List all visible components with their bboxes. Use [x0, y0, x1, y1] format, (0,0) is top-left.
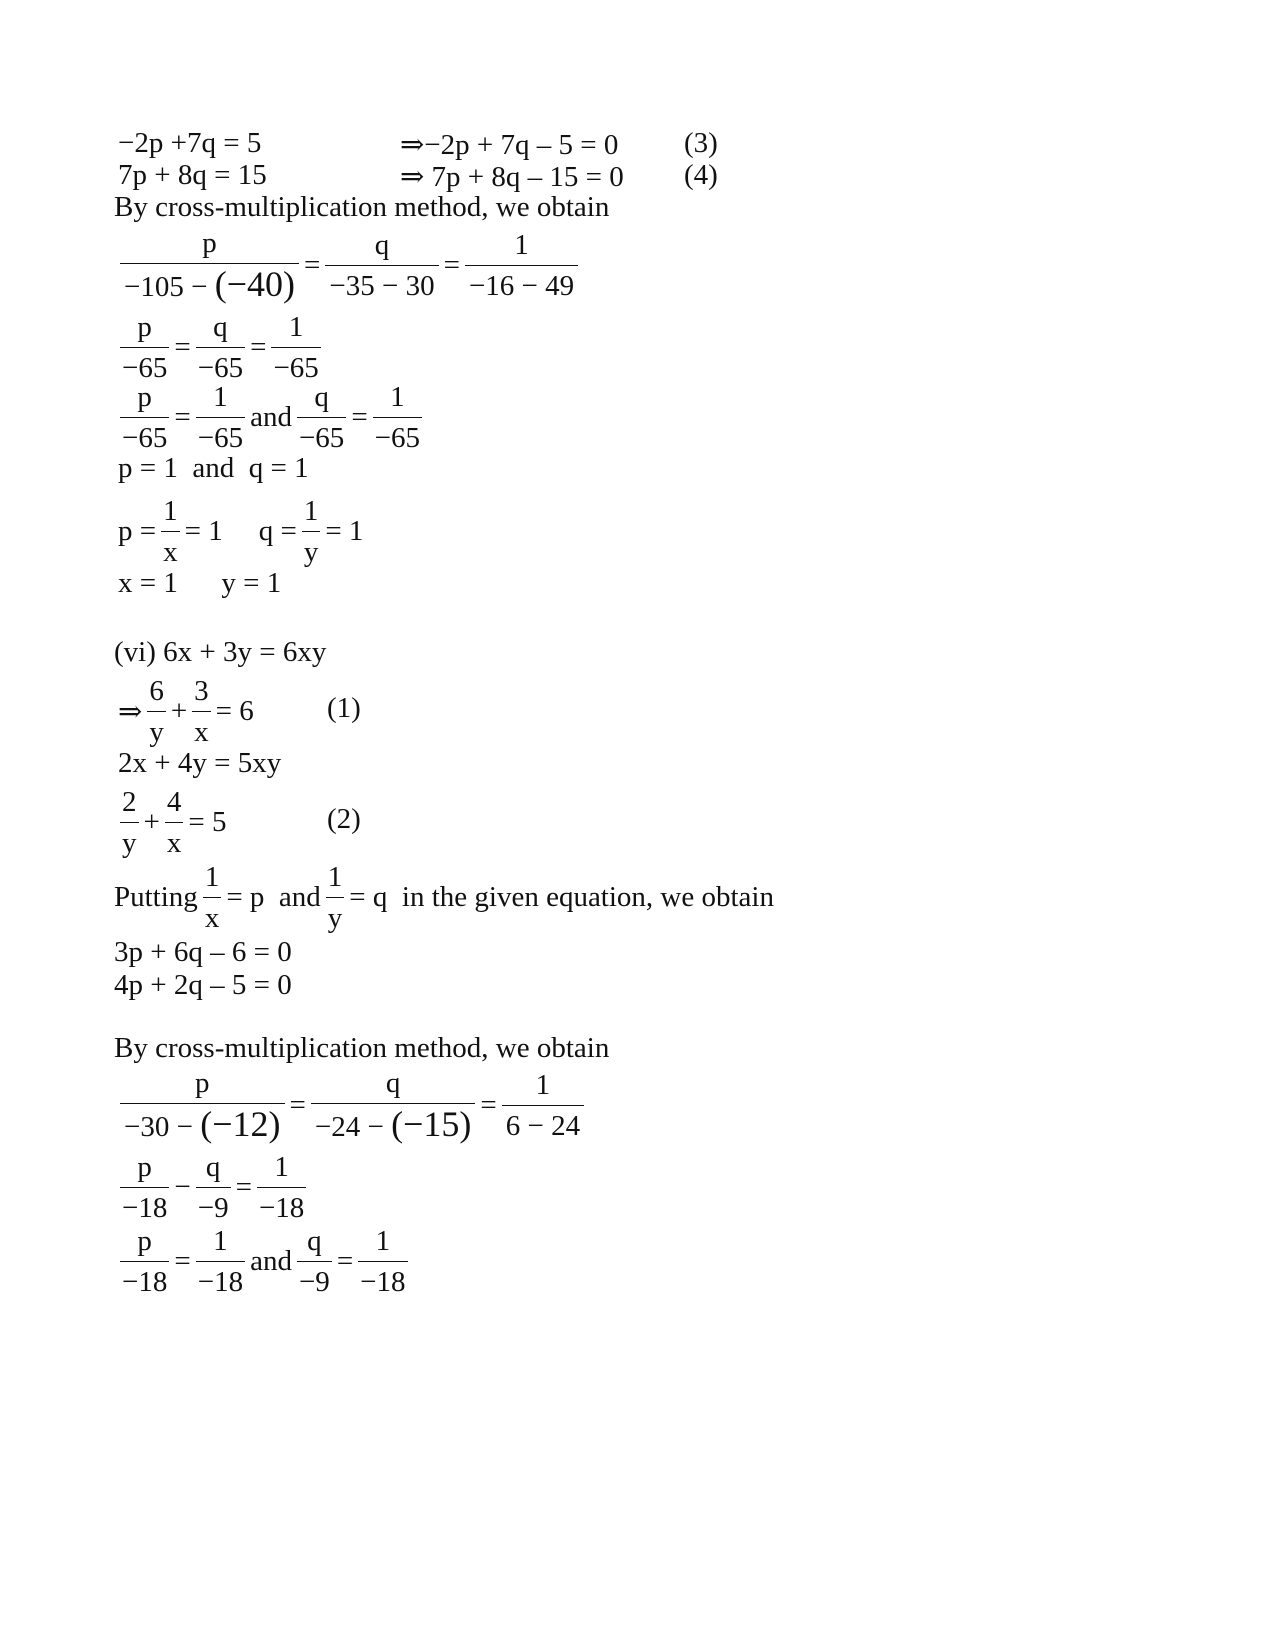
fraction [325, 226, 438, 305]
denominator: −9 [298, 1266, 330, 1298]
denominator-part: −24 − [314, 1111, 392, 1143]
numerator: q [196, 308, 245, 348]
putting-line [114, 858, 777, 937]
equation-2x-4y: 2x + 4y = 5xy [118, 747, 282, 779]
numerator: q [297, 1222, 332, 1262]
numerator: p [120, 378, 169, 418]
fraction [297, 378, 346, 457]
denominator: 6 − 24 [505, 1109, 581, 1142]
denominator-part: (−40) [214, 264, 295, 304]
equation-3-tag: (3) [684, 127, 718, 159]
denominator-part: (−12) [200, 1104, 281, 1144]
denominator: −65 [273, 352, 319, 384]
fraction [196, 1148, 231, 1227]
fraction [120, 783, 139, 862]
denominator-part: −105 − [124, 271, 215, 303]
equals-value: = 6 [215, 695, 254, 727]
equation-3-line [118, 127, 261, 160]
fraction [120, 378, 169, 457]
fraction-row-3: $\frac{p}{-65}$ = $\frac{1}{-65}$ and $\frac{q}{-65}$ = $\frac{1}{-65}$ [118, 378, 424, 457]
numerator: 1 [326, 858, 345, 898]
equation-4p-2q: 4p + 2q – 5 = 0 [114, 969, 292, 1001]
fraction [196, 378, 245, 457]
fraction [161, 492, 180, 571]
numerator: 1 [257, 1148, 306, 1188]
implies-arrow: ⇒ [118, 696, 143, 728]
fraction [196, 1222, 245, 1301]
fraction [192, 672, 211, 751]
denominator: −18 [122, 1266, 168, 1298]
part-vi-equation: (vi) 6x + 3y = 6xy [114, 636, 327, 668]
numerator: 1 [161, 492, 180, 532]
numerator: 1 [373, 378, 422, 418]
numerator: 2 [120, 783, 139, 823]
fraction [203, 858, 222, 937]
denominator: y [149, 716, 164, 748]
and-word: and [250, 401, 292, 433]
numerator: 4 [165, 783, 184, 823]
fraction [373, 378, 422, 457]
denominator: −16 − 49 [468, 269, 575, 302]
fraction-row-1: $\frac{p}{-105 - (-40)}$ = $\frac{q}{-35 - 30}$ = $\frac{1}{-16 - 49}$ [118, 224, 580, 306]
numerator: 1 [203, 858, 222, 898]
putting-word: Putting [114, 881, 198, 913]
p-label: p = [118, 515, 157, 547]
numerator: 1 [465, 226, 578, 266]
fraction-row-4 [118, 492, 366, 571]
equation-3-left: −2p +7q = 5 [118, 127, 262, 159]
fraction [120, 308, 169, 387]
denominator: −65 [122, 422, 168, 454]
fraction [311, 1064, 476, 1146]
equals-one: = 1 [184, 515, 223, 547]
numerator: q [311, 1064, 476, 1104]
numerator: p [120, 1222, 169, 1262]
cross-multiplication-text-2: By cross-multiplication method, we obtain [114, 1032, 610, 1064]
denominator: y [327, 902, 343, 934]
denominator: y [303, 536, 319, 568]
denominator [120, 264, 299, 306]
denominator: −18 [258, 1192, 305, 1224]
fraction [297, 1222, 332, 1301]
cross-multiplication-text-1: By cross-multiplication method, we obtain [114, 191, 610, 223]
denominator: x [166, 827, 182, 859]
equation-4-right: ⇒ 7p + 8q – 15 = 0 [400, 161, 624, 193]
numerator: 1 [271, 308, 320, 348]
equals-q-text: = q in the given equation, we obtain [349, 881, 774, 913]
denominator [311, 1104, 476, 1146]
and-word: and [250, 1245, 292, 1277]
numerator: 1 [358, 1222, 407, 1262]
fraction-row-7: $\frac{p}{-30 - (-12)}$ = $\frac{q}{-24 - (-15)}$ = $\frac{1}{6 - 24}$ [118, 1064, 586, 1146]
fraction [257, 1148, 306, 1227]
fraction [502, 1066, 584, 1145]
numerator: 1 [196, 1222, 245, 1262]
denominator: −65 [122, 352, 168, 384]
numerator: q [297, 378, 346, 418]
denominator: −18 [360, 1266, 406, 1298]
numerator: 1 [196, 378, 245, 418]
equation-3p-6q: 3p + 6q – 6 = 0 [114, 936, 292, 968]
denominator: x [194, 716, 209, 748]
denominator-part: −30 − [124, 1111, 201, 1143]
numerator: p [120, 1064, 285, 1104]
fraction-row-9: $\frac{p}{-18}$ = $\frac{1}{-18}$ and $\frac{q}{-9}$ = $\frac{1}{-18}$ [118, 1222, 410, 1301]
p-q-values: p = 1 and q = 1 [118, 452, 309, 484]
fraction-row-5 [118, 672, 257, 751]
fraction [302, 492, 321, 571]
fraction [358, 1222, 407, 1301]
x-y-values: x = 1 y = 1 [118, 567, 282, 599]
denominator: −9 [197, 1192, 229, 1224]
plus-sign: + [143, 806, 160, 838]
minus-sign: − [174, 1171, 191, 1203]
denominator: −18 [122, 1192, 168, 1224]
fraction [120, 1222, 169, 1301]
equation-4-left: 7p + 8q = 15 [118, 159, 267, 191]
numerator: p [120, 308, 169, 348]
q-label: q = [258, 515, 297, 547]
fraction [196, 308, 245, 387]
equals-one: = 1 [325, 515, 364, 547]
numerator: 1 [302, 492, 321, 532]
denominator: −65 [298, 422, 345, 454]
fraction [326, 858, 345, 937]
denominator-part: (−15) [391, 1104, 472, 1144]
equation-1-tag: (1) [327, 692, 361, 724]
fraction-row-2: $\frac{p}{-65}$ = $\frac{q}{-65}$ = $\frac{1}{-65}$ [118, 308, 323, 387]
denominator: −65 [197, 422, 244, 454]
fraction [165, 783, 184, 862]
equation-3-right: ⇒−2p + 7q – 5 = 0 [400, 129, 619, 161]
denominator: −65 [374, 422, 421, 454]
fraction [465, 226, 578, 305]
denominator: −18 [197, 1266, 244, 1298]
numerator: q [325, 226, 438, 266]
denominator: −35 − 30 [329, 269, 435, 302]
numerator: 3 [192, 672, 211, 712]
plus-sign: + [170, 695, 188, 727]
equation-2-tag: (2) [327, 803, 361, 835]
numerator: 1 [502, 1066, 584, 1106]
numerator: p [120, 1148, 169, 1188]
denominator: x [163, 536, 178, 568]
fraction [271, 308, 320, 387]
equals-p-and: = p and [226, 881, 321, 913]
denominator: y [122, 827, 137, 859]
denominator: −65 [197, 352, 244, 384]
fraction-row-8: $\frac{p}{-18}$ − $\frac{q}{-9}$ = $\frac{1}{-18}$ [118, 1148, 308, 1227]
numerator: p [120, 224, 299, 264]
fraction-row-6 [118, 783, 229, 862]
numerator: q [196, 1148, 231, 1188]
equation-4-tag: (4) [684, 159, 718, 191]
denominator [120, 1104, 285, 1146]
fraction [120, 1148, 169, 1227]
fraction [147, 672, 166, 751]
fraction [120, 1064, 285, 1146]
numerator: 6 [147, 672, 166, 712]
denominator: x [204, 902, 220, 934]
equals-value: = 5 [188, 806, 227, 838]
fraction [120, 224, 299, 306]
